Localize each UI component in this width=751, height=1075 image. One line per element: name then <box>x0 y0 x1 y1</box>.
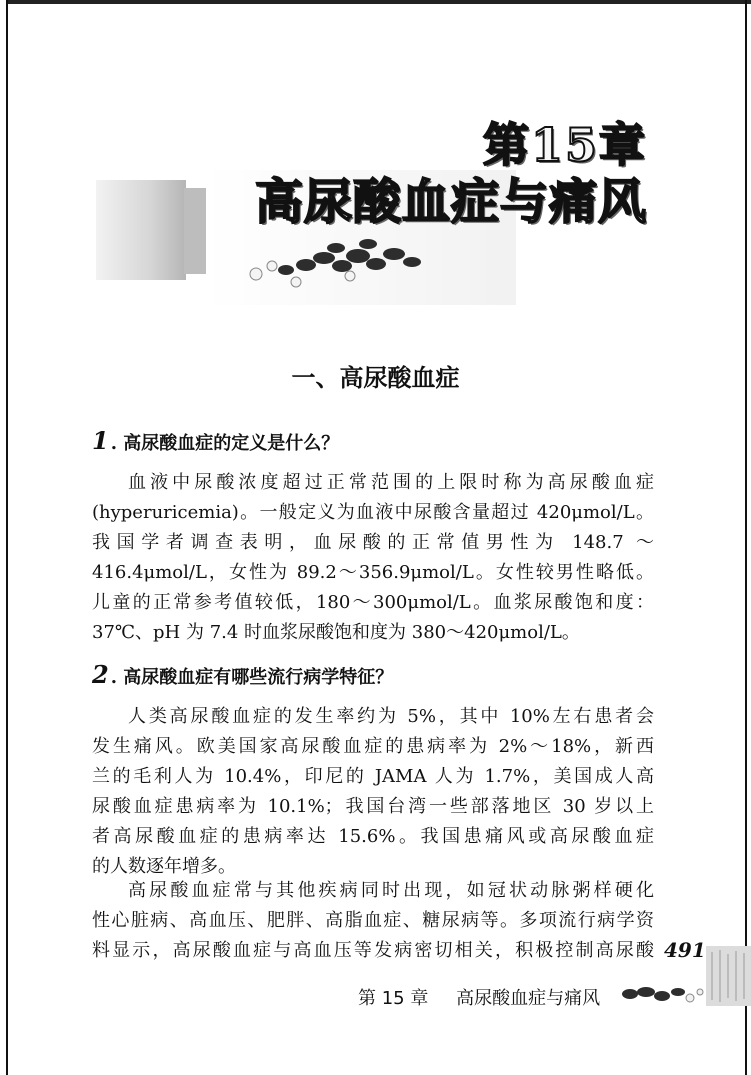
question-number: 2 <box>92 660 109 689</box>
answer-paragraph-2 <box>92 702 654 882</box>
paragraph-line: 37℃、pH 为 7.4 时血浆尿酸饱和度为 380～420μmol/L。 <box>92 622 580 643</box>
page-top-border <box>0 0 751 4</box>
paragraph-line: 尿酸血症患病率为 10.1%；我国台湾一些部落地区 30 岁以上 <box>92 796 654 817</box>
page-right-border <box>745 0 751 1075</box>
answer-paragraph-3 <box>92 876 654 966</box>
question-heading-1 <box>92 426 339 455</box>
paragraph-line: 者高尿酸血症的患病率达 15.6%。我国患痛风或高尿酸血症 <box>92 826 654 847</box>
footer-title: 高尿酸血症与痛风 <box>456 988 601 1009</box>
paragraph-line: 儿童的正常参考值较低，180～300μmol/L。血浆尿酸饱和度： <box>92 592 654 613</box>
paragraph-line: (hyperuricemia)。一般定义为血液中尿酸含量超过 420μmol/L。 <box>92 502 654 523</box>
chapter-number: 第15章 <box>482 118 647 172</box>
question-text: . 高尿酸血症的定义是什么？ <box>110 433 340 454</box>
footer-pills-icon <box>618 980 708 1010</box>
paragraph-line: 发生痛风。欧美国家高尿酸血症的患病率为 2%～18%，新西 <box>92 736 654 757</box>
paragraph-line: 兰的毛利人为 10.4%，印尼的 JAMA 人为 1.7%，美国成人高 <box>92 766 654 787</box>
paragraph-line: 的人数逐年增多。 <box>92 856 236 877</box>
paragraph-line: 416.4μmol/L，女性为 89.2～356.9μmol/L。女性较男性略低。 <box>92 562 654 583</box>
chapter-title <box>254 118 647 230</box>
paragraph-line: 血液中尿酸浓度超过正常范围的上限时称为高尿酸血症 <box>128 472 654 493</box>
paragraph-line: 我国学者调查表明，血尿酸的正常值男性为 148.7 ～ <box>92 532 654 553</box>
footer-chapter: 第 15 章 <box>358 988 429 1009</box>
answer-paragraph-1 <box>92 468 654 648</box>
paragraph-line: 高尿酸血症常与其他疾病同时出现，如冠状动脉粥样硬化 <box>128 880 654 901</box>
paragraph-line: 性心脏病、高血压、肥胖、高脂血症、糖尿病等。多项流行病学资 <box>92 910 654 931</box>
paragraph-line: 料显示，高尿酸血症与高血压等发病密切相关，积极控制高尿酸 <box>92 940 654 961</box>
question-text: . 高尿酸血症有哪些流行病学特征？ <box>110 667 394 688</box>
chapter-name: 高尿酸血症与痛风 <box>254 174 647 230</box>
section-heading: 一、高尿酸血症 <box>291 364 460 392</box>
question-heading-2 <box>92 660 393 689</box>
page-edge-decoration <box>706 946 751 1006</box>
question-number: 1 <box>92 426 109 455</box>
page-number: 491 <box>664 938 706 962</box>
running-footer <box>358 984 600 1010</box>
page-left-border <box>0 0 8 1075</box>
paragraph-line: 人类高尿酸血症的发生率约为 5%，其中 10%左右患者会 <box>128 706 654 727</box>
